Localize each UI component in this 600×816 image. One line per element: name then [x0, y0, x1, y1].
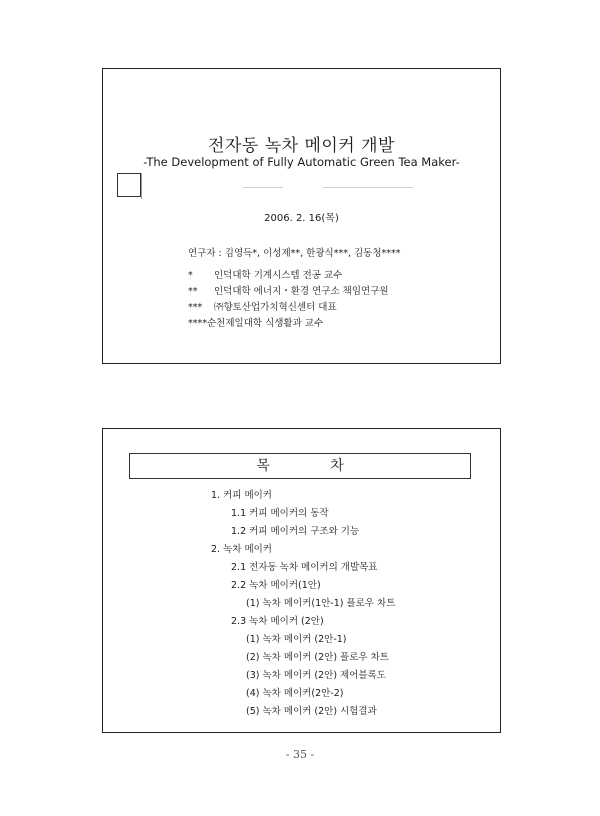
author-list: 연구자 : 김영득*, 이성제**, 한광식***, 김동청**** [188, 248, 401, 259]
toc-item: 1.1 커피 메이커의 동작 [231, 508, 329, 519]
affiliation-line [188, 267, 342, 281]
toc-item: (1) 녹차 메이커 (2안-1) [246, 634, 347, 645]
decorative-line [141, 173, 142, 199]
decorative-box [117, 173, 141, 197]
toc-item: 1.2 커피 메이커의 구조와 기능 [231, 526, 360, 537]
affiliation-mark: **** [188, 318, 207, 329]
affiliation-text: 인덕대학 기계시스템 전공 교수 [214, 270, 343, 281]
slide-date: 2006. 2. 16(목) [264, 213, 339, 224]
toc-item: 2. 녹차 메이커 [211, 544, 272, 555]
slide-title: 전자동 녹차 메이커 개발 [208, 136, 395, 156]
faint-divider [323, 187, 413, 188]
toc-item: 2.1 전자동 녹차 메이커의 개발목표 [231, 562, 378, 573]
title-slide [102, 68, 501, 364]
affiliation-mark: *** [188, 302, 203, 313]
faint-divider [243, 187, 283, 188]
toc-slide [102, 428, 501, 733]
toc-item: (2) 녹차 메이커 (2안) 플로우 차트 [246, 652, 389, 663]
page-number: - 35 - [285, 748, 315, 761]
affiliation-line [188, 299, 337, 313]
toc-item: (1) 녹차 메이커(1안-1) 플로우 차트 [246, 598, 396, 609]
toc-item: 2.3 녹차 메이커 (2안) [231, 616, 324, 627]
affiliation-line [188, 315, 323, 329]
toc-item: (4) 녹차 메이커(2안-2) [246, 688, 344, 699]
toc-item: (5) 녹차 메이커 (2안) 시험결과 [246, 706, 377, 717]
affiliation-text: ㈜향토산업가치혁신센터 대표 [214, 302, 337, 313]
affiliation-mark: ** [188, 286, 198, 297]
toc-item: (3) 녹차 메이커 (2안) 제어블록도 [246, 670, 386, 681]
affiliation-mark: * [188, 270, 193, 281]
affiliation-text: 순천제일대학 식생활과 교수 [207, 318, 324, 329]
toc-title: 목 차 [129, 453, 471, 479]
toc-item: 2.2 녹차 메이커(1안) [231, 580, 321, 591]
affiliation-line [188, 283, 389, 297]
affiliation-text: 인덕대학 에너지・환경 연구소 책임연구원 [214, 286, 389, 297]
toc-item: 1. 커피 메이커 [211, 490, 272, 501]
slide-subtitle: -The Development of Fully Automatic Green Tea Maker- [143, 155, 460, 169]
